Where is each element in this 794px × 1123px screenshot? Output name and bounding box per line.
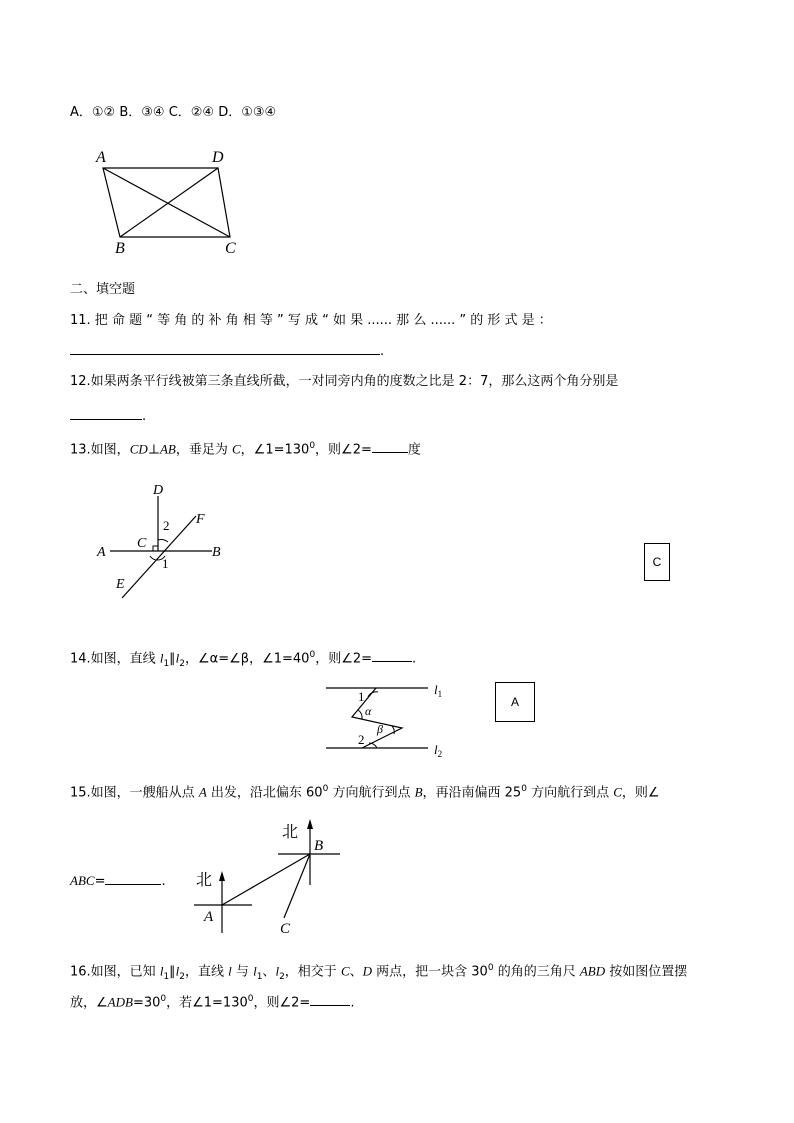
q16-la-sub: 1 [256, 971, 263, 982]
q16-d: D [362, 963, 373, 979]
q11-answer-line [70, 340, 384, 361]
angle-alpha-arc [358, 710, 362, 719]
label-angle-1: 1 [162, 556, 169, 571]
question-14 [70, 646, 416, 673]
a-north-arrow-icon [219, 871, 225, 881]
label-e: E [116, 577, 125, 592]
label-alpha: α [365, 704, 372, 718]
q14-post: ，∠α=∠β，∠1=40 [185, 651, 310, 667]
q16-sep: 、 [262, 964, 276, 980]
q15-answer-line [70, 870, 166, 891]
q15-a: A [198, 784, 207, 800]
q16-degree-3: 0 [247, 994, 254, 1004]
question-13 [70, 437, 421, 459]
line-ef [122, 516, 196, 598]
q15-degree-2: 0 [521, 784, 527, 794]
q15-mid1: 出发，沿北偏东 60 [206, 785, 323, 801]
q16-l1-sub: 1 [163, 971, 170, 982]
label-l1: $l_1$ [434, 682, 443, 699]
q16-l1: l [159, 963, 164, 979]
section-title: 二、填空题 [70, 282, 136, 297]
q15-b: B [414, 784, 423, 800]
label-c: C [280, 921, 291, 937]
q16-c: C [340, 963, 350, 979]
q14-figure [320, 680, 450, 758]
parallelogram-figure [88, 146, 248, 258]
q14-pre: 14.如图，直线 [70, 651, 160, 667]
q15-end: . [161, 874, 166, 889]
q16-l: l [228, 963, 232, 979]
diagonal-ac [103, 168, 230, 237]
q15-mid3: ，再沿南偏西 25 [422, 785, 522, 801]
q16-m2: 与 [231, 964, 254, 980]
b-north-arrow-icon [307, 819, 313, 829]
q14-l1: l [159, 650, 164, 666]
q15-blank[interactable] [105, 870, 161, 885]
label-c: C [225, 240, 236, 257]
q14-l2-sub: 2 [179, 658, 186, 669]
q14-l1-sub: 1 [163, 658, 170, 669]
right-angle-mark [153, 546, 158, 551]
q16-line2-pre: 放，∠ [70, 995, 108, 1011]
q16-m6: 按如图位置摆 [605, 964, 688, 980]
q16-dot: 、 [349, 964, 363, 980]
q13-post2: ，则∠2= [315, 442, 372, 458]
answer-options: A．①② B．③④ C．②④ D．①③④ [70, 105, 277, 120]
question-16-line-2 [70, 990, 354, 1012]
q14-post2: ，则∠2= [315, 651, 373, 667]
q15-figure [190, 815, 350, 937]
q14-blank[interactable] [372, 647, 412, 662]
q15-mid2: 方向航行到点 [328, 785, 415, 801]
q16-lb: l [275, 963, 280, 979]
q11-blank[interactable] [70, 340, 380, 355]
question-15 [70, 780, 660, 802]
q13-figure [90, 478, 240, 603]
q13-cd-ab: CD⊥AB [129, 441, 176, 457]
label-d: D [212, 149, 224, 166]
q16-l2: l [175, 963, 180, 979]
label-a: A [97, 545, 106, 560]
q15-degree-1: 0 [322, 784, 329, 794]
label-b: B [212, 545, 221, 560]
label-b: B [115, 240, 125, 257]
q15-pre: 15.如图，一艘船从点 [70, 785, 199, 801]
q12-end: . [142, 409, 147, 424]
q16-end: . [350, 995, 355, 1011]
angle-2-arc [158, 540, 168, 542]
diagonal-bd [120, 168, 218, 237]
q16-lb-sub: 2 [279, 971, 285, 982]
q14-parallel: ∥ [169, 651, 176, 667]
q15-abc: ABC [70, 873, 95, 888]
path-bc [284, 854, 310, 918]
north-label-b: 北 [282, 824, 299, 841]
q15-mid4: 方向航行到点 [526, 785, 614, 801]
q13-degree: 0 [309, 441, 316, 451]
label-angle-2: 2 [163, 518, 170, 533]
q11-text: 11. 把 命 题 “ 等 角 的 补 角 相 等 ” 写 成 “ 如 果 ...... 那 么 ...... ” 的 形 式 是 ： [70, 313, 552, 328]
q16-la: l [253, 963, 257, 979]
q13-blank[interactable] [372, 438, 408, 453]
q16-l2-sub: 2 [179, 971, 186, 982]
q11-end: . [380, 344, 385, 359]
q16-degree: 0 [487, 963, 494, 973]
q16-m1: ，直线 [185, 964, 229, 980]
label-b: B [314, 838, 324, 854]
q16-m3: ，相交于 [284, 964, 341, 980]
q14-degree: 0 [309, 650, 316, 660]
label-f: F [196, 512, 205, 527]
answer-box-14: A [495, 682, 535, 722]
label-l2: $l_2$ [434, 742, 443, 758]
question-16-line-1 [70, 959, 687, 986]
label-angle-1: 1 [358, 689, 365, 704]
label-d: D [153, 483, 164, 498]
q13-mid: ，垂足为 [175, 442, 232, 458]
q13-pre: 13.如图， [70, 442, 130, 458]
q16-line2-post: ，若∠1=130 [166, 995, 248, 1011]
q16-m5: 的角的三角尺 [493, 964, 580, 980]
q16-line2-post2: ，则∠2= [253, 995, 311, 1011]
north-label-a: 北 [196, 872, 213, 889]
q13-end: 度 [407, 442, 421, 458]
q16-m4: 两点，把一块含 30 [372, 964, 488, 980]
q16-parallel: ∥ [169, 964, 176, 980]
q16-adb: ADB [107, 994, 133, 1010]
q16-abd: ABD [579, 963, 606, 979]
q13-post: ，∠1=130 [240, 442, 310, 458]
q16-degree-2: 0 [160, 994, 167, 1004]
q15-mid5: ，则∠ [621, 785, 660, 801]
q12-answer-line [70, 405, 146, 426]
q16-line2-mid: =30 [132, 995, 161, 1011]
q14-end: . [412, 651, 417, 667]
answer-box-13: C [644, 543, 670, 581]
label-a: A [204, 909, 214, 925]
q16-blank[interactable] [310, 991, 350, 1006]
q12-blank[interactable] [70, 405, 142, 420]
label-c: C [137, 536, 147, 551]
path-ab [222, 854, 310, 905]
q15-eq: = [94, 874, 106, 889]
label-beta: β [377, 722, 383, 736]
label-a: A [96, 149, 106, 166]
q15-c: C [613, 784, 622, 800]
label-angle-2: 2 [358, 732, 365, 747]
question-12: 12.如果两条平行线被第三条直线所截，一对同旁内角的度数之比是 2：7，那么这两个角分别是 [70, 374, 619, 389]
q14-l2: l [175, 650, 180, 666]
q16-pre: 16.如图，已知 [70, 964, 160, 980]
q13-c: C [232, 441, 241, 457]
question-11 [70, 312, 720, 330]
